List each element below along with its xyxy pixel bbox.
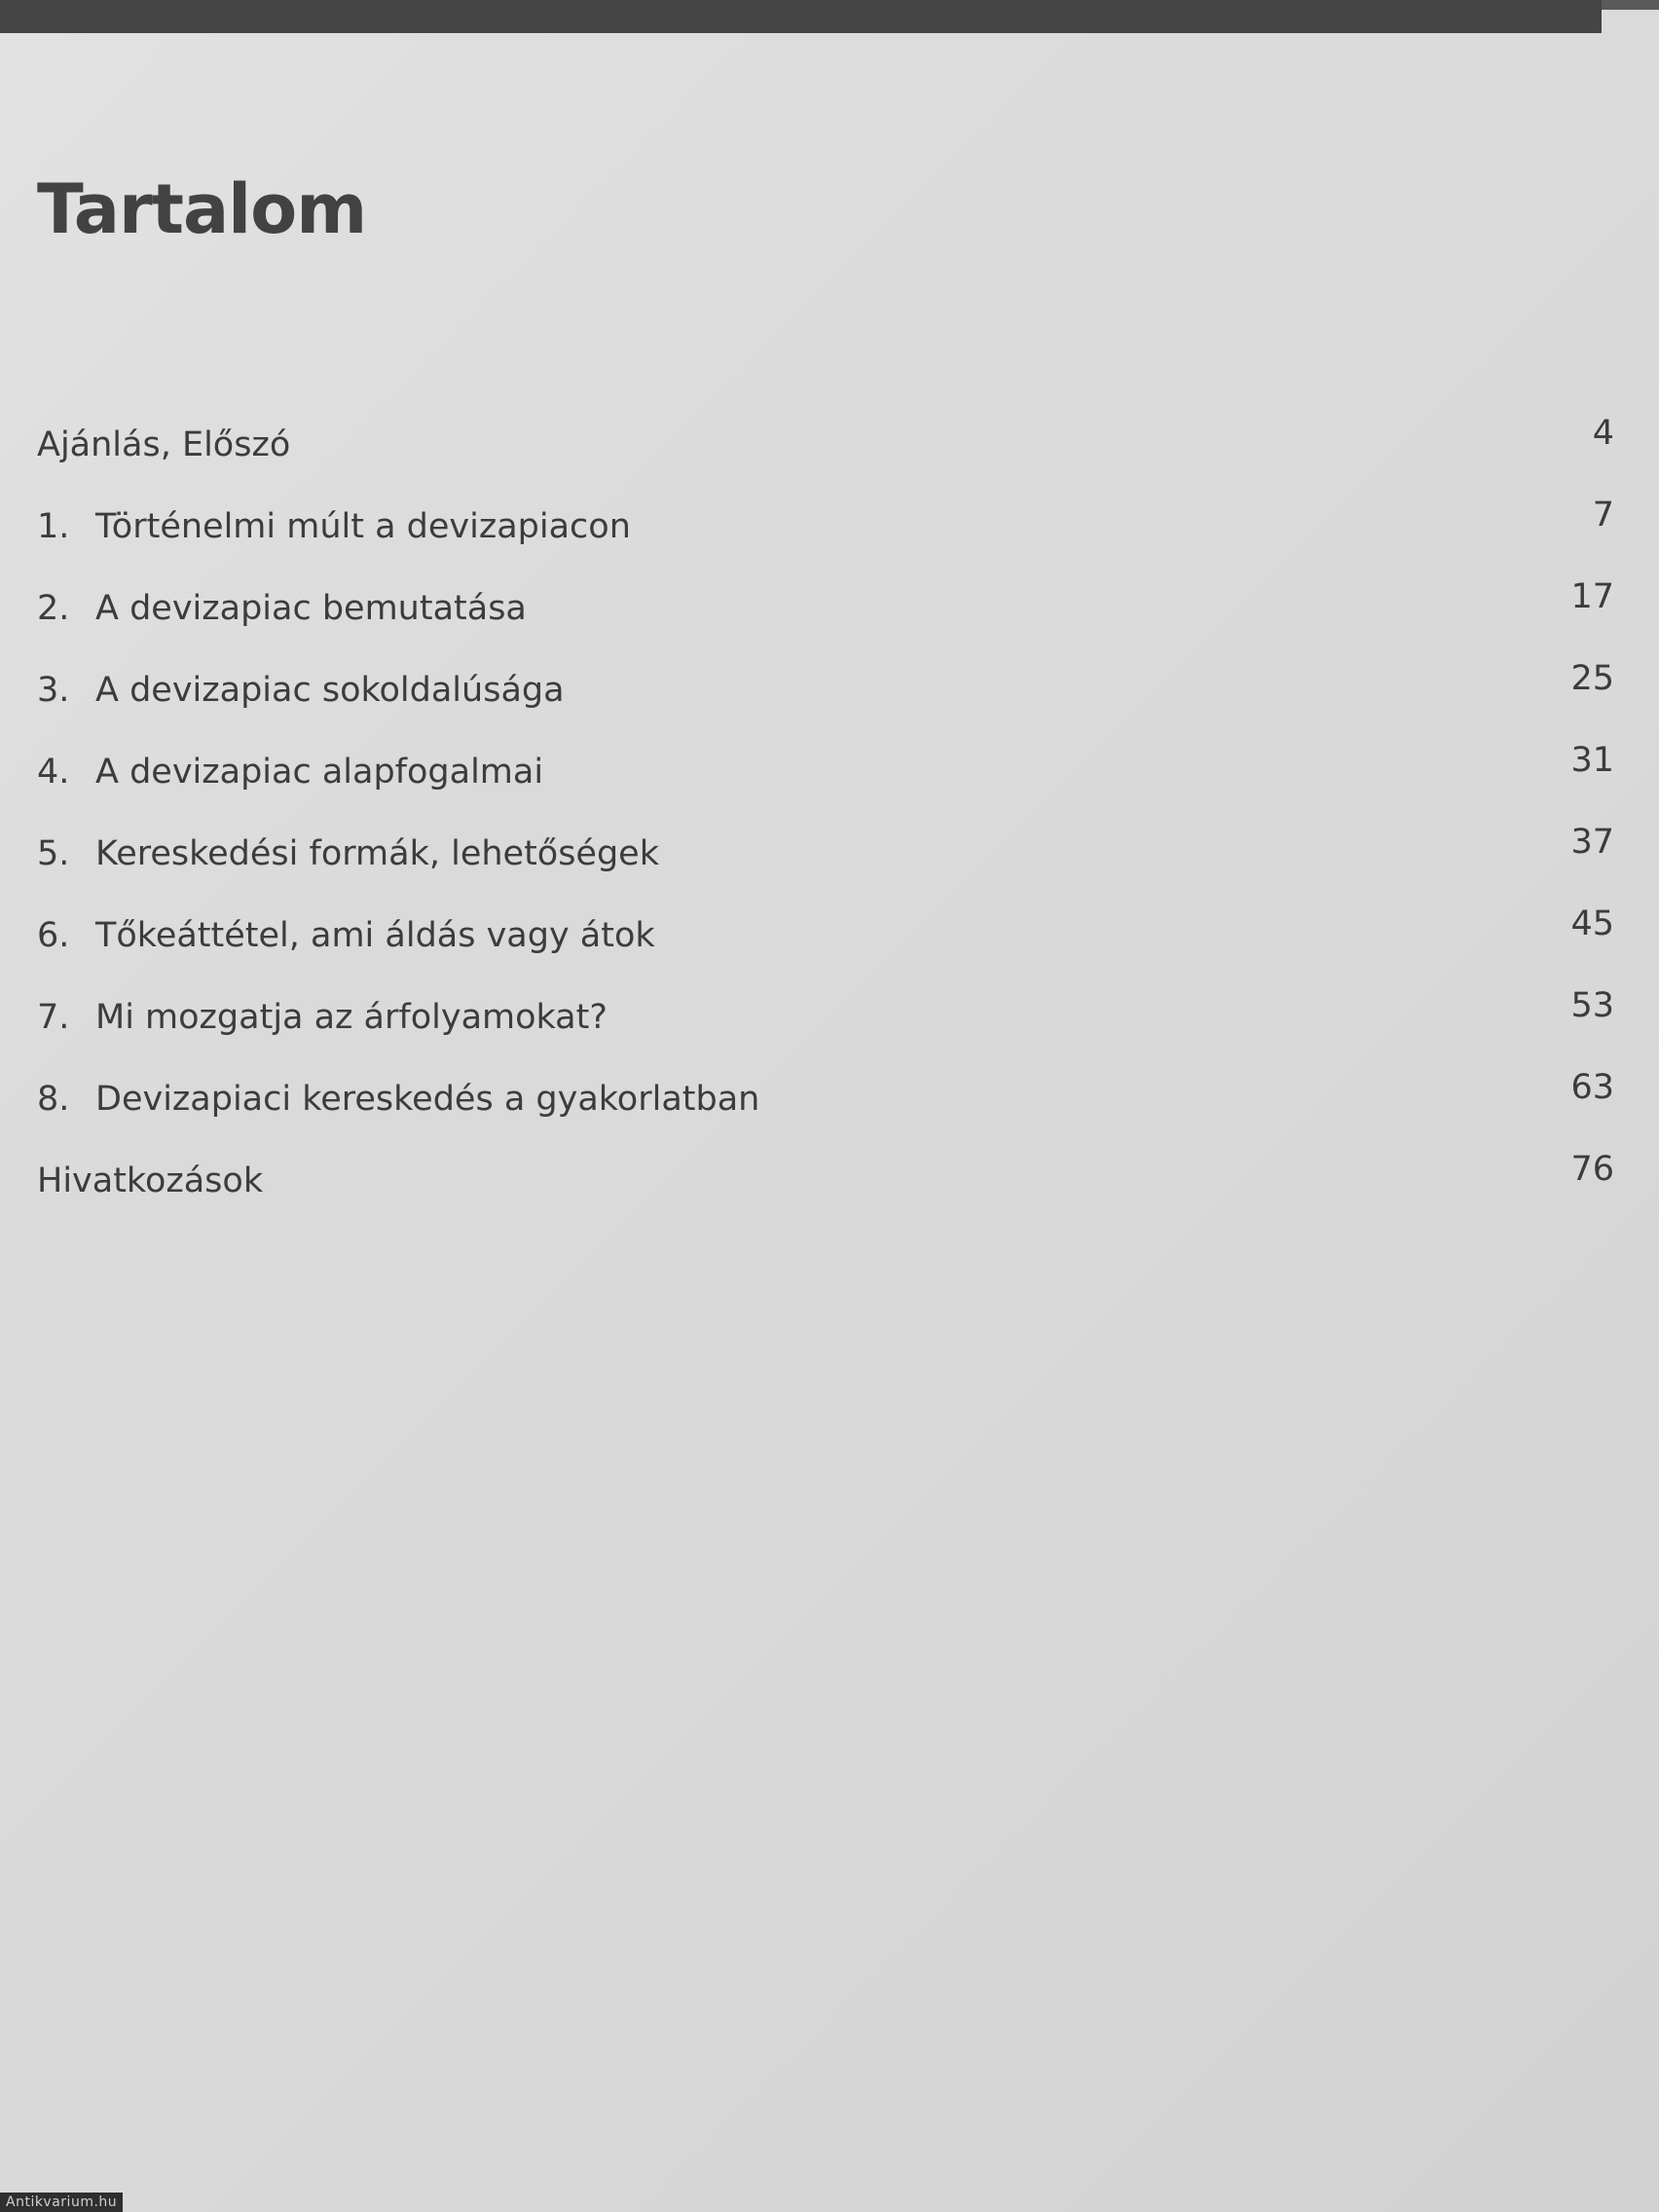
toc-entry-page: 4 (1592, 414, 1614, 453)
toc-entry-number: 4. (37, 753, 70, 792)
toc-entry-label: Tőkeáttétel, ami áldás vagy átok (95, 916, 655, 955)
toc-entry (37, 818, 1614, 900)
toc-entry (37, 654, 1614, 736)
toc-entry-page: 37 (1570, 823, 1614, 862)
toc-entry-page: 76 (1570, 1150, 1614, 1189)
toc-entry-page: 25 (1570, 659, 1614, 698)
page-title: Tartalom (37, 169, 367, 249)
watermark: Antikvarium.hu (0, 2193, 123, 2212)
toc-entry (37, 572, 1614, 654)
toc-entry-page: 45 (1570, 904, 1614, 943)
toc-entry-number: 1. (37, 507, 70, 546)
toc-entry (37, 981, 1614, 1063)
toc-entry-number: 3. (37, 671, 70, 710)
toc-entry-number: 2. (37, 589, 70, 628)
toc-entry-page: 63 (1570, 1068, 1614, 1107)
toc-entry-label: Hivatkozások (37, 1161, 264, 1200)
toc-entry-page: 17 (1570, 577, 1614, 616)
toc-entry-number: 7. (37, 998, 70, 1037)
toc-entry-number: 8. (37, 1080, 70, 1119)
toc-entry-label: A devizapiac bemutatása (95, 589, 527, 628)
toc-entry (37, 409, 1614, 491)
toc-entry-label: A devizapiac sokoldalúsága (95, 671, 565, 710)
toc-entry-label: A devizapiac alapfogalmai (95, 753, 544, 792)
toc-entry-label: Ajánlás, Előszó (37, 425, 291, 464)
toc-entry-page: 53 (1570, 986, 1614, 1025)
toc-entry (37, 736, 1614, 818)
top-band-edge (1602, 0, 1659, 10)
toc-entry-number: 6. (37, 916, 70, 955)
toc-entry (37, 900, 1614, 981)
toc-entry (37, 1145, 1614, 1227)
toc-entry-page: 7 (1592, 496, 1614, 535)
toc-entry-label: Mi mozgatja az árfolyamokat? (95, 998, 608, 1037)
top-dark-band (0, 0, 1602, 33)
toc-entry-page: 31 (1570, 741, 1614, 780)
table-of-contents (37, 409, 1614, 1227)
toc-entry (37, 1063, 1614, 1145)
toc-entry-label: Devizapiaci kereskedés a gyakorlatban (95, 1080, 760, 1119)
toc-entry-number: 5. (37, 834, 70, 873)
toc-entry-label: Történelmi múlt a devizapiacon (95, 507, 631, 546)
toc-entry (37, 491, 1614, 572)
toc-entry-label: Kereskedési formák, lehetőségek (95, 834, 659, 873)
